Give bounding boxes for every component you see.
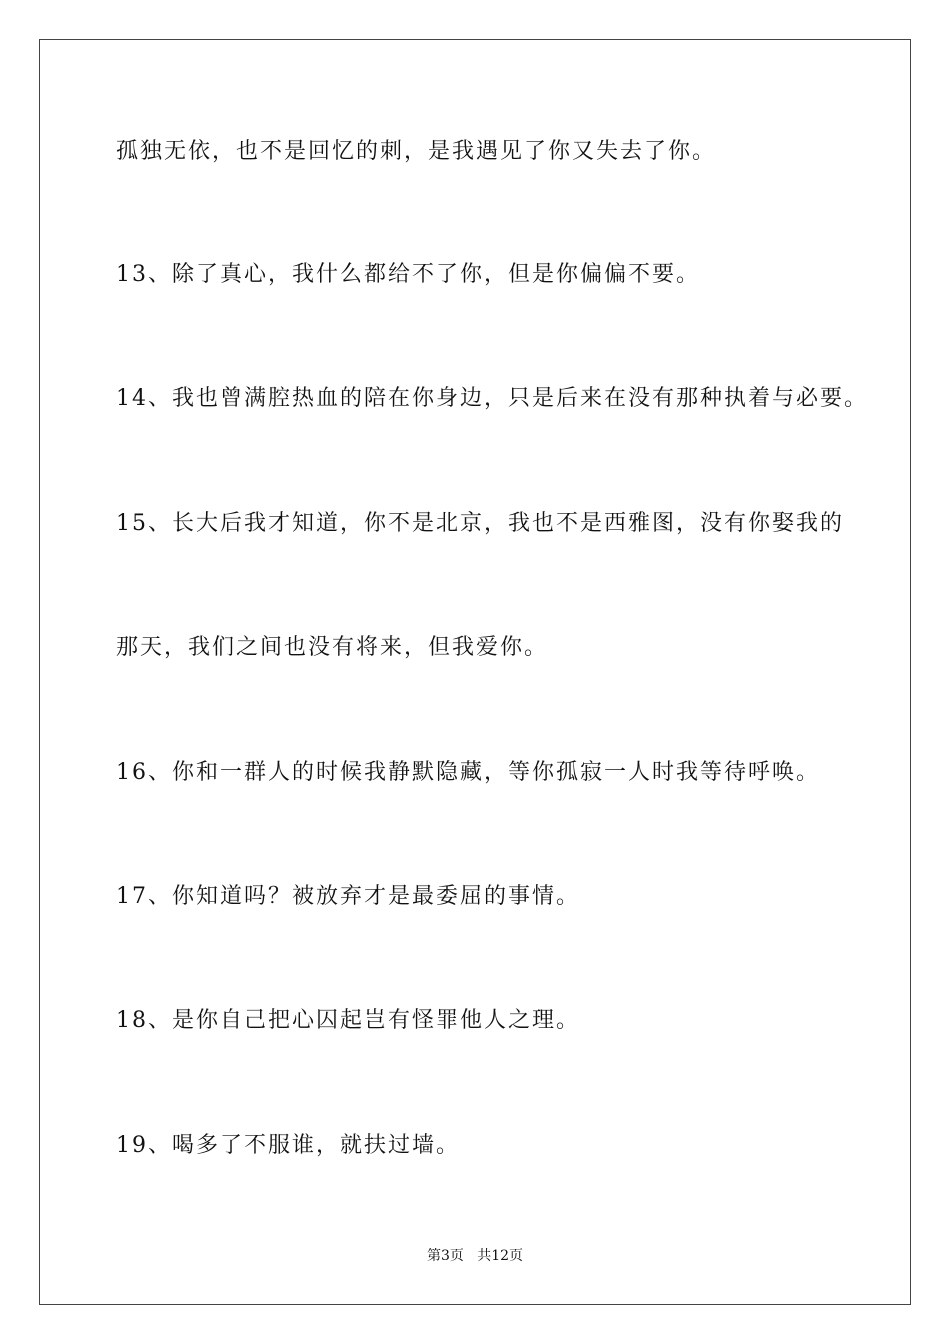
quote-14: 14、我也曾满腔热血的陪在你身边，只是后来在没有那种执着与必要。 — [116, 386, 868, 411]
page-frame — [39, 39, 911, 1305]
text-line-continuation: 孤独无依，也不是回忆的刺，是我遇见了你又失去了你。 — [116, 139, 717, 164]
quote-17: 17、你知道吗？被放弃才是最委屈的事情。 — [116, 884, 580, 909]
quote-13: 13、除了真心，我什么都给不了你，但是你偏偏不要。 — [116, 262, 700, 287]
quote-15-continuation: 那天，我们之间也没有将来，但我爱你。 — [116, 635, 549, 660]
page-number-footer: 第3页 共12页 — [426, 1248, 524, 1264]
quote-15: 15、长大后我才知道，你不是北京，我也不是西雅图，没有你娶我的 — [116, 511, 844, 536]
quote-16: 16、你和一群人的时候我静默隐藏，等你孤寂一人时我等待呼唤。 — [116, 760, 820, 785]
quote-18: 18、是你自己把心囚起岂有怪罪他人之理。 — [116, 1008, 580, 1033]
quote-19: 19、喝多了不服谁，就扶过墙。 — [116, 1133, 460, 1158]
